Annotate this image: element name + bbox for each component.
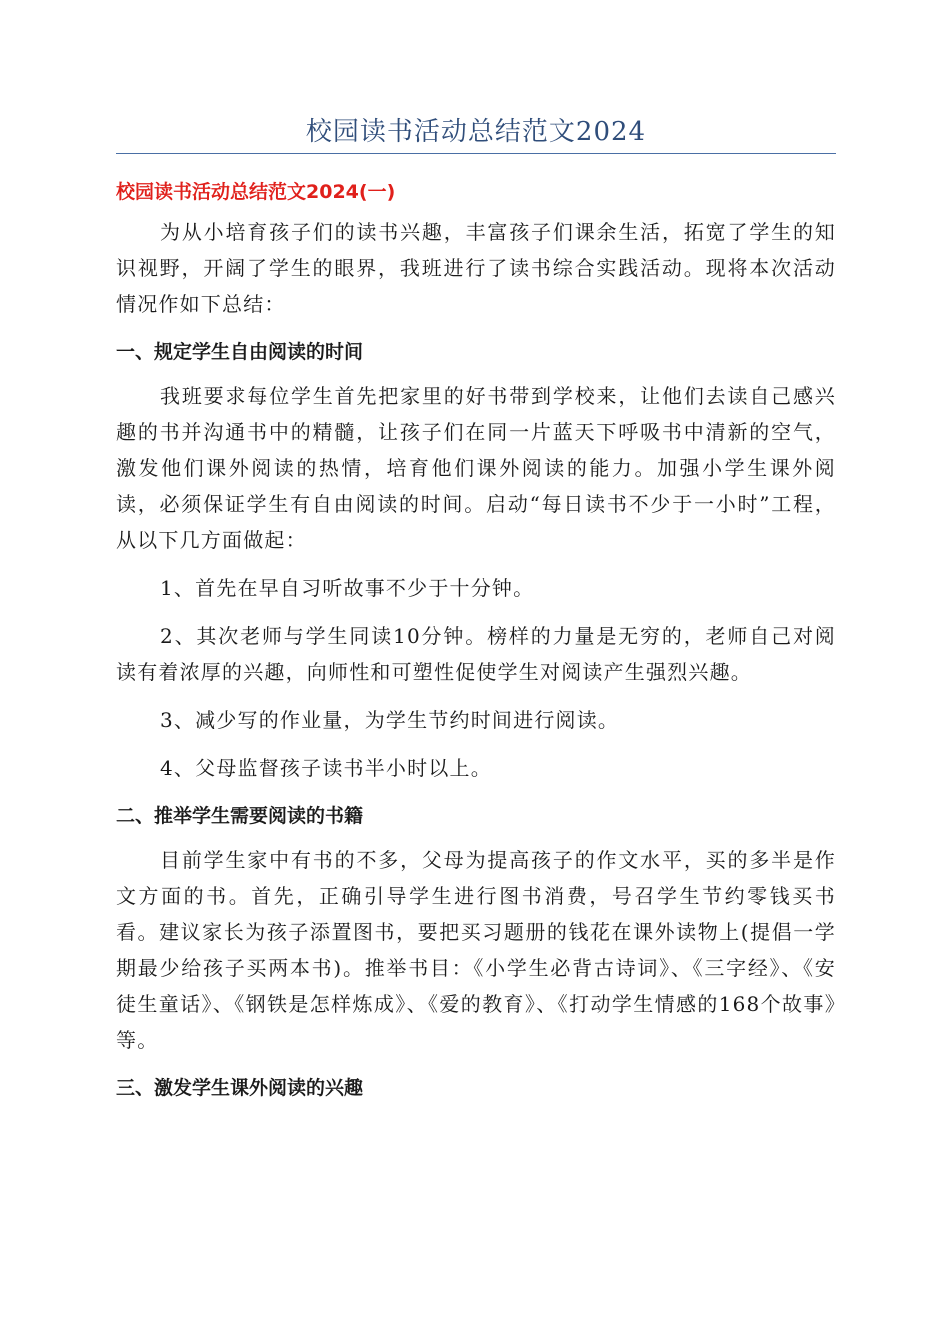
document-body <box>116 170 836 1114</box>
paragraph-1: 我班要求每位学生首先把家里的好书带到学校来，让他们去读自己感兴趣的书并沟通书中的精髓，让孩子们在同一片蓝天下呼吸书中清新的空气，激发他们课外阅读的热情，培育他们课外阅读的能力。加强小学生课外阅读，必须保证学生有自由阅读的时间。启动“每日读书不少于一小时”工程，从以下几方面做起： <box>116 384 836 552</box>
list-item-1: 1、首先在早自习听故事不少于十分钟。 <box>160 576 535 600</box>
list-item-4: 4、父母监督孩子读书半小时以上。 <box>160 756 492 780</box>
title-underline <box>116 153 836 154</box>
document-title: 校园读书活动总结范文2024 <box>305 117 647 147</box>
heading-2: 二、推举学生需要阅读的书籍 <box>116 805 364 827</box>
heading-3: 三、激发学生课外阅读的兴趣 <box>116 1077 364 1099</box>
paragraph-2: 目前学生家中有书的不多，父母为提高孩子的作文水平，买的多半是作文方面的书。首先，正确引导学生进行图书消费，号召学生节约零钱买书看。建议家长为孩子添置图书，要把买习题册的钱花在课外读物上(提倡一学期最少给孩子买两本书)。推举书目：《小学生必背古诗词》、《三字经》、《安徒生童话》、《钢铁是怎样炼成》、《爱的教育》、《打动学生情感的168个故事》等。 <box>116 848 836 1052</box>
intro-paragraph: 为从小培育孩子们的读书兴趣，丰富孩子们课余生活，拓宽了学生的知识视野，开阔了学生的眼界，我班进行了读书综合实践活动。现将本次活动情况作如下总结： <box>116 220 836 316</box>
heading-1: 一、规定学生自由阅读的时间 <box>116 341 364 363</box>
list-item-2: 2、其次老师与学生同读10分钟。榜样的力量是无穷的，老师自己对阅读有着浓厚的兴趣，向师性和可塑性促使学生对阅读产生强烈兴趣。 <box>116 624 836 684</box>
section-title: 校园读书活动总结范文2024(一) <box>116 181 396 203</box>
list-item-3: 3、减少写的作业量，为学生节约时间进行阅读。 <box>160 708 620 732</box>
